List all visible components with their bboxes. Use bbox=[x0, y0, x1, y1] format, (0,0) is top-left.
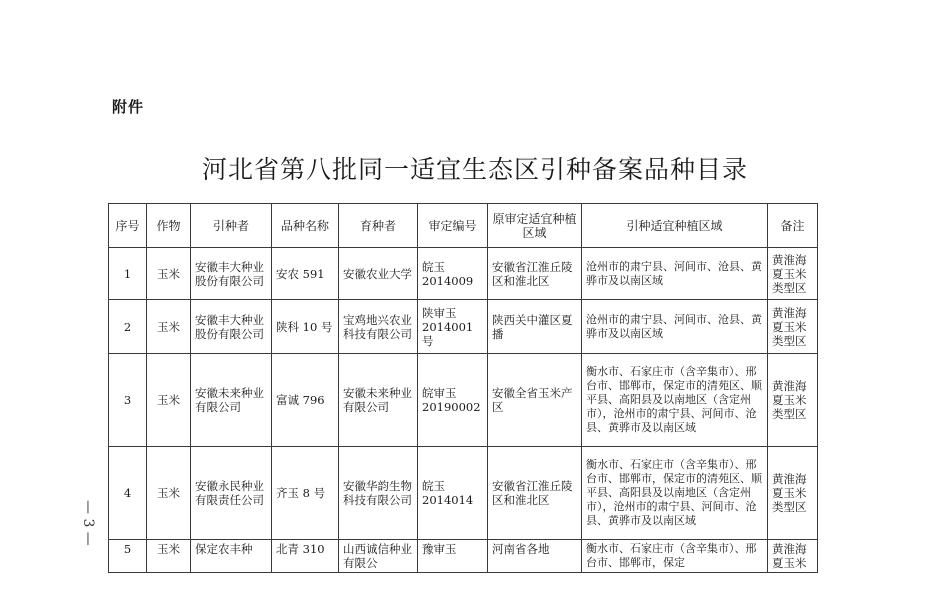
cell-no: 3 bbox=[109, 354, 147, 447]
cell-introducer: 安徽丰大种业股份有限公司 bbox=[191, 300, 272, 354]
header-approval: 审定编号 bbox=[418, 204, 488, 248]
cell-target-region: 衡水市、石家庄市（含辛集市）、邢台市、邯郸市，保定市的清苑区、顺平县、高阳县及以南地区（含定州市），沧州市的肃宁县、河间市、沧县、黄骅市及以南区域 bbox=[582, 354, 768, 447]
cell-crop: 玉米 bbox=[147, 300, 191, 354]
cell-breeder: 宝鸡地兴农业科技有限公司 bbox=[339, 300, 418, 354]
table-row bbox=[109, 248, 818, 300]
header-note: 备注 bbox=[768, 204, 818, 248]
cell-original-region: 河南省各地 bbox=[488, 540, 582, 573]
cell-approval: 陕审玉 2014001 号 bbox=[418, 300, 488, 354]
cell-original-region: 陕西关中灌区夏播 bbox=[488, 300, 582, 354]
cell-note: 黄淮海夏玉米类型区 bbox=[768, 447, 818, 540]
header-breeder: 育种者 bbox=[339, 204, 418, 248]
cell-no: 5 bbox=[109, 540, 147, 573]
cell-original-region: 安徽全省玉米产区 bbox=[488, 354, 582, 447]
header-original-region: 原审定适宜种植区域 bbox=[488, 204, 582, 248]
cell-breeder: 山西诚信种业有限公 bbox=[339, 540, 418, 573]
cell-introducer: 安徽未来种业有限公司 bbox=[191, 354, 272, 447]
header-crop: 作物 bbox=[147, 204, 191, 248]
cell-crop: 玉米 bbox=[147, 248, 191, 300]
cell-original-region: 安徽省江淮丘陵区和淮北区 bbox=[488, 248, 582, 300]
cell-no: 1 bbox=[109, 248, 147, 300]
table-row bbox=[109, 540, 818, 573]
cell-no: 2 bbox=[109, 300, 147, 354]
header-variety: 品种名称 bbox=[272, 204, 339, 248]
cell-note: 黄淮海夏玉米类型区 bbox=[768, 248, 818, 300]
cell-crop: 玉米 bbox=[147, 354, 191, 447]
cell-approval: 豫审玉 bbox=[418, 540, 488, 573]
cell-original-region: 安徽省江淮丘陵区和淮北区 bbox=[488, 447, 582, 540]
cell-target-region: 衡水市、石家庄市（含辛集市）、邢台市、邯郸市，保定市的清苑区、顺平县、高阳县及以南地区（含定州市），沧州市的肃宁县、河间市、沧县、黄骅市及以南区域 bbox=[582, 447, 768, 540]
cell-breeder: 安徽农业大学 bbox=[339, 248, 418, 300]
variety-catalog-table bbox=[108, 203, 818, 573]
header-introducer: 引种者 bbox=[191, 204, 272, 248]
header-no: 序号 bbox=[109, 204, 147, 248]
header-target-region: 引种适宜种植区域 bbox=[582, 204, 768, 248]
cell-approval: 皖玉 2014009 bbox=[418, 248, 488, 300]
page-number: — 3 — bbox=[80, 500, 96, 546]
cell-breeder: 安徽未来种业有限公司 bbox=[339, 354, 418, 447]
cell-introducer: 安徽永民种业有限责任公司 bbox=[191, 447, 272, 540]
document-title: 河北省第八批同一适宜生态区引种备案品种目录 bbox=[201, 155, 748, 184]
table-header-row bbox=[109, 204, 818, 248]
cell-note: 黄淮海夏玉米类型区 bbox=[768, 300, 818, 354]
table-row bbox=[109, 447, 818, 540]
cell-variety: 北青 310 bbox=[272, 540, 339, 573]
table-row bbox=[109, 300, 818, 354]
table-row bbox=[109, 354, 818, 447]
cell-breeder: 安徽华韵生物科技有限公司 bbox=[339, 447, 418, 540]
cell-crop: 玉米 bbox=[147, 447, 191, 540]
cell-target-region: 沧州市的肃宁县、河间市、沧县、黄骅市及以南区域 bbox=[582, 300, 768, 354]
cell-approval: 皖审玉 20190002 bbox=[418, 354, 488, 447]
cell-crop: 玉米 bbox=[147, 540, 191, 573]
cell-target-region: 沧州市的肃宁县、河间市、沧县、黄骅市及以南区域 bbox=[582, 248, 768, 300]
cell-no: 4 bbox=[109, 447, 147, 540]
cell-note: 黄淮海夏玉米 bbox=[768, 540, 818, 573]
attachment-label: 附件 bbox=[112, 98, 145, 116]
cell-variety: 安农 591 bbox=[272, 248, 339, 300]
cell-note: 黄淮海夏玉米类型区 bbox=[768, 354, 818, 447]
cell-variety: 富诚 796 bbox=[272, 354, 339, 447]
cell-target-region: 衡水市、石家庄市（含辛集市）、邢台市、邯郸市，保定 bbox=[582, 540, 768, 573]
cell-introducer: 保定农丰种 bbox=[191, 540, 272, 573]
cell-variety: 齐玉 8 号 bbox=[272, 447, 339, 540]
cell-variety: 陕科 10 号 bbox=[272, 300, 339, 354]
cell-approval: 皖玉 2014014 bbox=[418, 447, 488, 540]
cell-introducer: 安徽丰大种业股份有限公司 bbox=[191, 248, 272, 300]
